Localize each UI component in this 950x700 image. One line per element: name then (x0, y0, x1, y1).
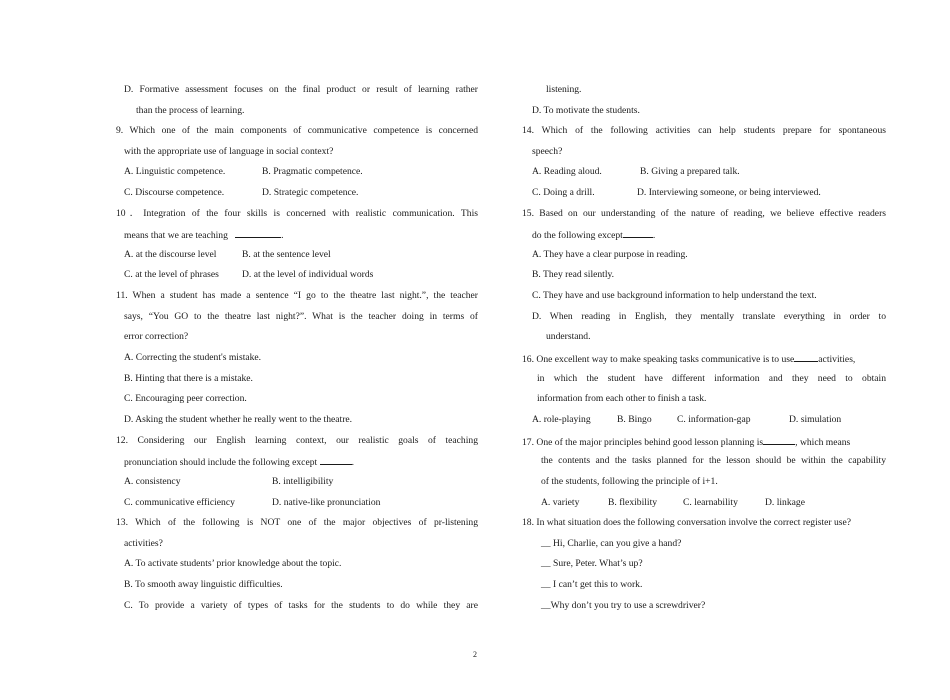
q9-stem-line1: 9. Which one of the main components of communicative competence is concerned (116, 125, 478, 136)
q13-option-a: A. To activate students’ prior knowledge about the topic. (124, 558, 342, 569)
q16-stem-line1 (522, 352, 886, 366)
q16-option-b: B. Bingo (617, 414, 652, 425)
q11-option-a: A. Correcting the student's mistake. (124, 352, 262, 363)
q12-stem-end: . (351, 457, 354, 468)
q15-option-d-line2: understand. (546, 331, 591, 342)
q11-stem-line3: error correction? (124, 331, 189, 342)
q12-stem-line1: 12. Considering our English learning context, our realistic goals of teaching (116, 435, 478, 446)
q8-option-d-line2: than the process of learning. (136, 105, 245, 116)
q15-stem-end: . (652, 230, 656, 241)
answer-blank (794, 352, 818, 362)
q14-option-c: C. Doing a drill. (532, 187, 595, 198)
q10-option-b: B. at the sentence level (242, 249, 331, 260)
q10-stem-text: means that we are teaching (124, 230, 228, 241)
q15-stem-line1: 15. Based on our understanding of the nature of reading, we believe effective readers (522, 208, 886, 219)
q11-option-d: D. Asking the student whether he really went to the theatre. (124, 414, 353, 425)
q12-option-b: B. intelligibility (272, 476, 334, 487)
q16-stem-text: 16. One excellent way to make speaking tasks communicative is to use (522, 354, 795, 365)
q13-option-b: B. To smooth away linguistic difficulties. (124, 579, 283, 590)
q16-option-d: D. simulation (789, 414, 842, 425)
answer-blank (623, 228, 653, 238)
q17-option-b: B. flexibility (608, 497, 658, 508)
q11-option-b: B. Hinting that there is a mistake. (124, 373, 253, 384)
q14-stem-line2: speech? (532, 146, 563, 157)
q18-stem: 18. In what situation does the following conversation involve the correct register use? (522, 517, 852, 528)
q10-stem-line2 (124, 228, 284, 242)
q17-option-a: A. variety (541, 497, 580, 508)
q10-stem-end: . (281, 230, 284, 241)
q13-stem-line2: activities? (124, 538, 163, 549)
q17-stem-line3: of the students, following the principle of i+1. (541, 476, 718, 487)
q10-stem-line1: 10．Integration of the four skills is concerned with realistic communication. This (116, 208, 478, 219)
q16-stem-line3: information from each other to finish a task. (537, 393, 707, 404)
q14-option-a: A. Reading aloud. (532, 166, 602, 177)
answer-blank (763, 435, 795, 445)
q16-stem-line2: in which the student have different information and they need to obtain (537, 373, 886, 384)
q16-option-c: C. information-gap (677, 414, 751, 425)
q9-option-d: D. Strategic competence. (262, 187, 359, 198)
q13-option-d: D. To motivate the students. (532, 105, 640, 116)
q17-stem-end: , which means (795, 437, 851, 448)
q16-stem-end: activities, (818, 354, 856, 365)
q10-option-a: A. at the discourse level (124, 249, 217, 260)
q17-stem-text: 17. One of the major principles behind good lesson planning is (522, 437, 764, 448)
q16-option-a: A. role-playing (532, 414, 591, 425)
q9-option-b: B. Pragmatic competence. (262, 166, 363, 177)
q11-stem-line1: 11. When a student has made a sentence “I go to the theatre last night.”, the teacher (116, 290, 478, 301)
q18-dialogue-line: __ I can’t get this to work. (541, 579, 643, 590)
q14-stem-line1: 14. Which of the following activities can help students prepare for spontaneous (522, 125, 886, 136)
q8-option-d-line1: D. Formative assessment focuses on the final product or result of learning rather (124, 84, 478, 95)
q12-stem-text: pronunciation should include the following except (124, 457, 318, 468)
q13-option-c-line1: C. To provide a variety of types of tasks for the students to do while they are (124, 600, 478, 611)
q9-stem-line2: with the appropriate use of language in social context? (124, 146, 334, 157)
q15-option-c: C. They have and use background information to help understand the text. (532, 290, 817, 301)
q17-option-d: D. linkage (765, 497, 805, 508)
q10-option-d: D. at the level of individual words (242, 269, 374, 280)
q15-option-b: B. They read silently. (532, 269, 615, 280)
q18-dialogue-line: __ Sure, Peter. What’s up? (541, 558, 643, 569)
q13-stem-line1: 13. Which of the following is NOT one of the major objectives of pr-listening (116, 517, 478, 528)
q17-stem-line1 (522, 435, 886, 449)
q15-option-d-line1: D. When reading in English, they mentally translate everything in order to (532, 311, 886, 322)
q12-option-d: D. native-like pronunciation (272, 497, 381, 508)
q15-stem-text: do the following except (532, 230, 623, 241)
q11-stem-line2: says, “You GO to the theatre last night?”. What is the teacher doing in terms of (124, 311, 478, 322)
q14-option-d: D. Interviewing someone, or being interviewed. (637, 187, 821, 198)
q12-stem-line2 (124, 455, 354, 469)
q18-dialogue-line: __ Hi, Charlie, can you give a hand? (541, 538, 682, 549)
answer-blank (320, 455, 352, 465)
q13-option-c-line2: listening. (546, 84, 582, 95)
q9-option-c: C. Discourse competence. (124, 187, 225, 198)
q12-option-a: A. consistency (124, 476, 181, 487)
q12-option-c: C. communicative efficiency (124, 497, 235, 508)
q9-option-a: A. Linguistic competence. (124, 166, 226, 177)
q14-option-b: B. Giving a prepared talk. (640, 166, 740, 177)
q10-option-c: C. at the level of phrases (124, 269, 219, 280)
q11-option-c: C. Encouraging peer correction. (124, 393, 247, 404)
answer-blank (235, 228, 281, 238)
page-number: 2 (473, 650, 477, 659)
q15-option-a: A. They have a clear purpose in reading. (532, 249, 688, 260)
q15-stem-line2 (532, 228, 655, 242)
q17-option-c: C. learnability (683, 497, 738, 508)
q17-stem-line2: the contents and the tasks planned for the lesson should be within the capability (541, 455, 886, 466)
q18-dialogue-line: __Why don’t you try to use a screwdriver? (541, 600, 706, 611)
